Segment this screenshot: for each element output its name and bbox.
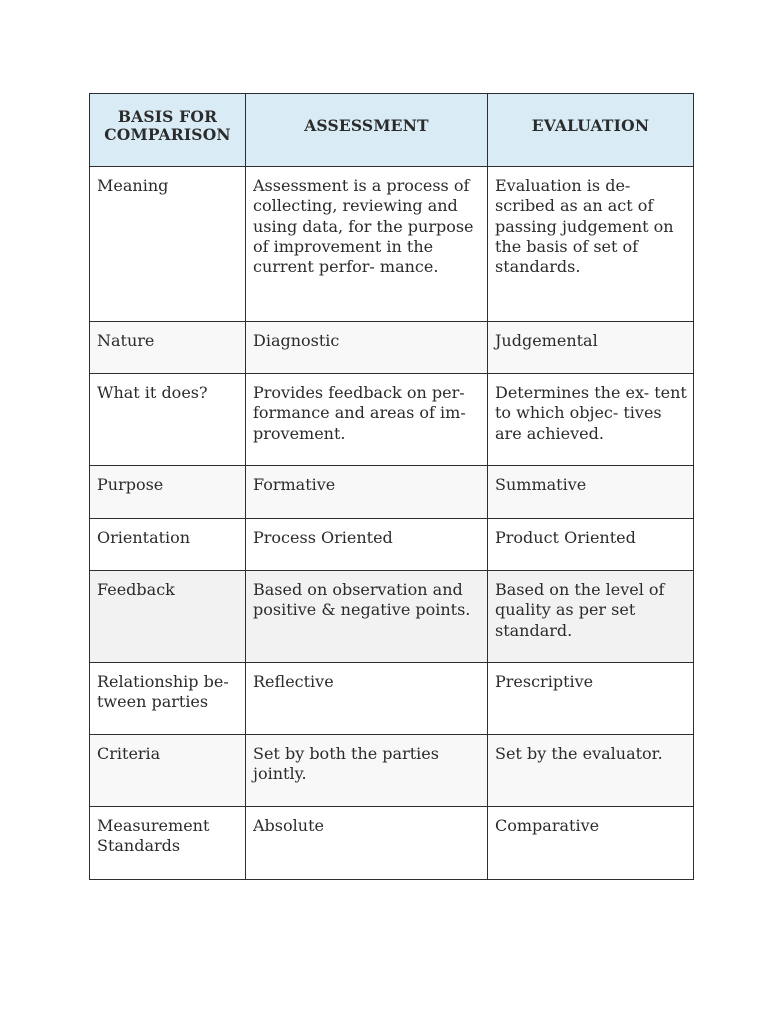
row-assessment-cell: Provides feedback on per- formance and areas of im- provement.	[246, 374, 488, 466]
header-assessment: ASSESSMENT	[246, 94, 488, 167]
row-evaluation-cell: Set by the evaluator.	[488, 735, 694, 807]
table-row	[90, 374, 694, 466]
row-basis-cell: What it does?	[90, 374, 246, 466]
table-row	[90, 807, 694, 880]
row-assessment-cell: Formative	[246, 466, 488, 519]
row-basis-cell: Relationship be- tween parties	[90, 663, 246, 735]
row-basis-cell: Orientation	[90, 519, 246, 571]
row-basis-cell: Feedback	[90, 571, 246, 663]
row-assessment-cell: Process Oriented	[246, 519, 488, 571]
row-evaluation-cell: Prescriptive	[488, 663, 694, 735]
table-header-row	[90, 94, 694, 167]
comparison-table	[89, 93, 694, 880]
row-evaluation-cell: Judgemental	[488, 322, 694, 374]
table-row	[90, 519, 694, 571]
row-assessment-cell: Assessment is a process of collecting, reviewing and using data, for the purpose of improvement in the current perfor- mance.	[246, 167, 488, 322]
table-row	[90, 663, 694, 735]
row-evaluation-cell: Determines the ex- tent to which objec- tives are achieved.	[488, 374, 694, 466]
row-evaluation-cell: Comparative	[488, 807, 694, 880]
row-assessment-cell: Set by both the parties jointly.	[246, 735, 488, 807]
table-row	[90, 322, 694, 374]
header-evaluation: EVALUATION	[488, 94, 694, 167]
table-row	[90, 571, 694, 663]
row-evaluation-cell: Evaluation is de- scribed as an act of passing judgement on the basis of set of standards.	[488, 167, 694, 322]
row-basis-cell: Nature	[90, 322, 246, 374]
row-assessment-cell: Absolute	[246, 807, 488, 880]
row-basis-cell: Measurement Standards	[90, 807, 246, 880]
row-basis-cell: Meaning	[90, 167, 246, 322]
row-basis-cell: Purpose	[90, 466, 246, 519]
header-basis: BASIS FOR COMPARISON	[90, 94, 246, 167]
row-assessment-cell: Reflective	[246, 663, 488, 735]
row-evaluation-cell: Summative	[488, 466, 694, 519]
row-evaluation-cell: Product Oriented	[488, 519, 694, 571]
table-row	[90, 735, 694, 807]
row-assessment-cell: Based on observation and positive & negative points.	[246, 571, 488, 663]
row-evaluation-cell: Based on the level of quality as per set standard.	[488, 571, 694, 663]
row-assessment-cell: Diagnostic	[246, 322, 488, 374]
table-row	[90, 167, 694, 322]
row-basis-cell: Criteria	[90, 735, 246, 807]
table-row	[90, 466, 694, 519]
